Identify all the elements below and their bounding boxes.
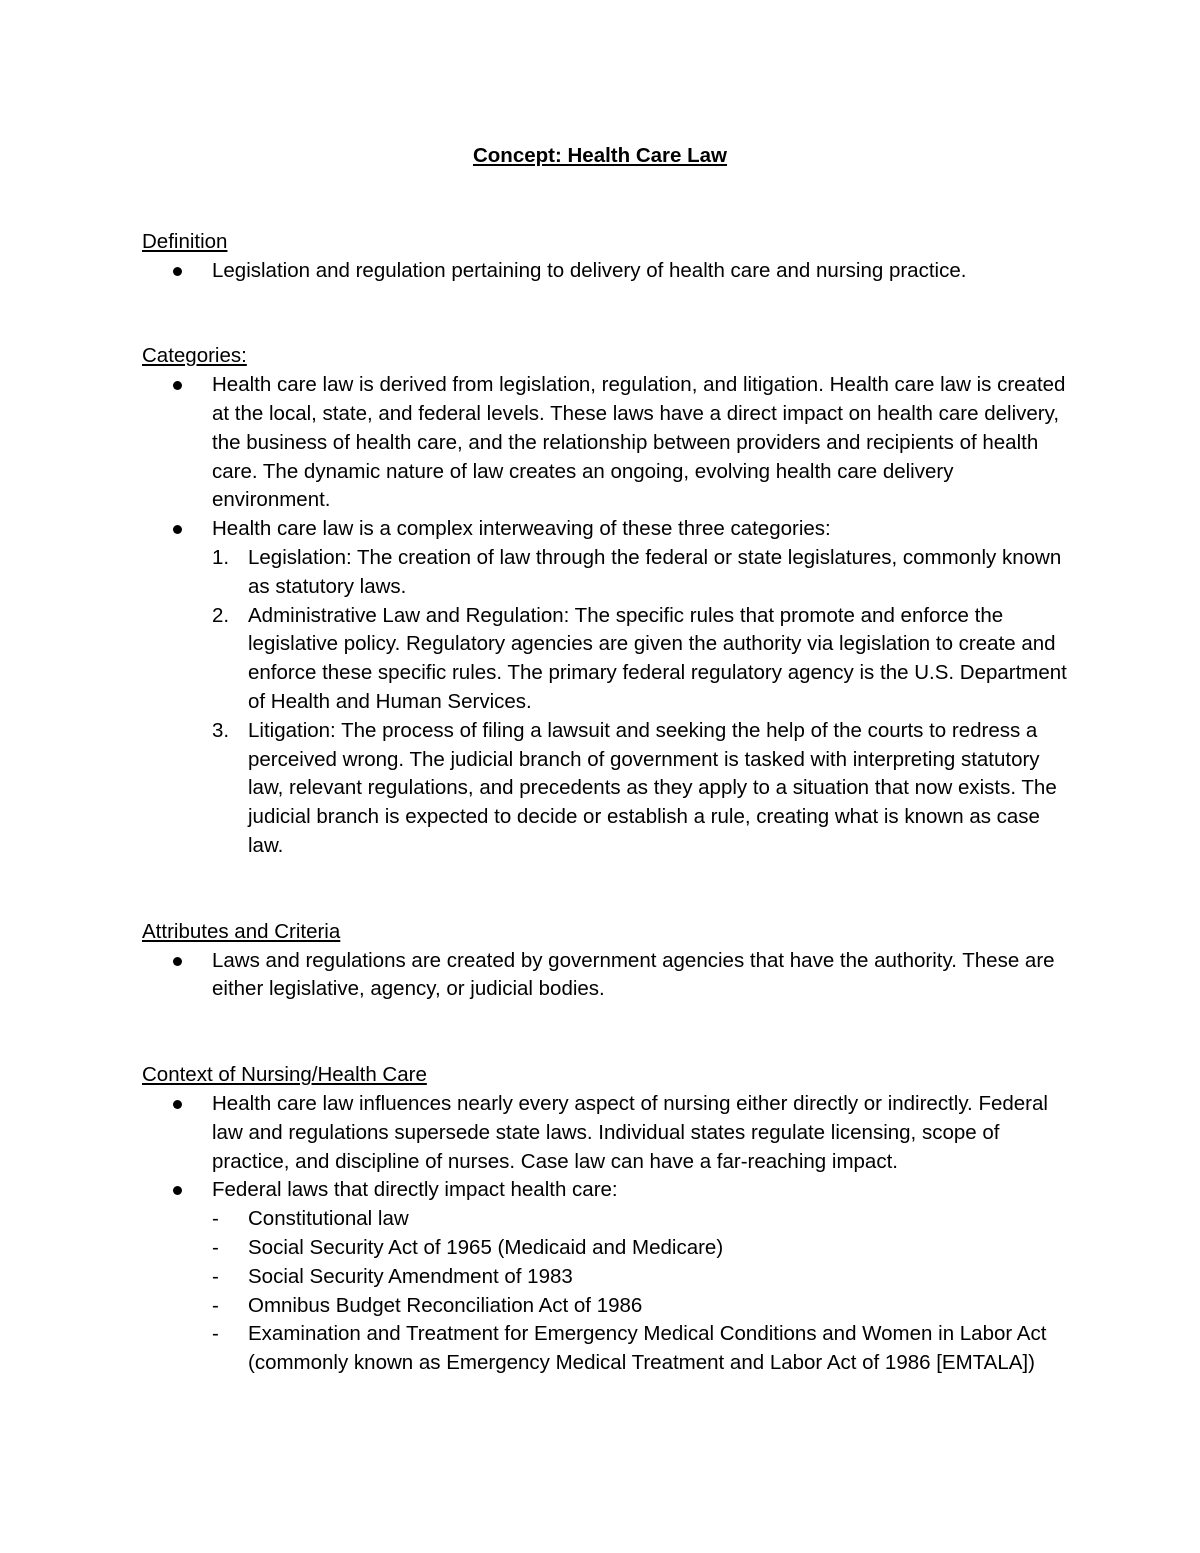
numbered-item <box>212 717 1072 861</box>
list-item <box>142 371 1072 515</box>
attributes-list <box>142 947 1072 1005</box>
dash-item <box>212 1263 1072 1292</box>
dash-item <box>212 1234 1072 1263</box>
list-item <box>142 257 1072 286</box>
numbered-item-text: Litigation: The process of filing a lawsuit and seeking the help of the courts to redress a perceived wrong. The judicial branch of government is tasked with interpreting statutory law, relevant regulations, and precedents as they apply to a situation that now exists. The judicial branch is expected to decide or establish a rule, creating what is known as case law. <box>248 718 1057 857</box>
bullet-icon <box>173 525 182 534</box>
categories-section <box>142 342 1072 860</box>
dash-marker: - <box>212 1235 219 1259</box>
number-marker: 1. <box>212 545 230 569</box>
numbered-item-text: Legislation: The creation of law through the federal or state legislatures, commonly known as statutory laws. <box>248 545 1062 598</box>
dash-item-text: Social Security Amendment of 1983 <box>248 1264 573 1288</box>
attributes-heading: Attributes and Criteria <box>142 919 341 943</box>
dash-item <box>212 1292 1072 1321</box>
dash-marker: - <box>212 1207 219 1231</box>
dash-marker: - <box>212 1322 219 1346</box>
list-item-text: Legislation and regulation pertaining to delivery of health care and nursing practice. <box>212 258 967 282</box>
dash-item-text: Omnibus Budget Reconciliation Act of 1986 <box>248 1293 643 1317</box>
list-item <box>142 1090 1072 1176</box>
list-item-text: Laws and regulations are created by government agencies that have the authority. These are either legislative, agency, or judicial bodies. <box>212 948 1055 1001</box>
dash-item-text: Examination and Treatment for Emergency Medical Conditions and Women in Labor Act (commonly known as Emergency Medical Treatment and Labor Act of 1986 [EMTALA]) <box>248 1322 1047 1375</box>
dash-item-text: Social Security Act of 1965 (Medicaid and Medicare) <box>248 1235 724 1259</box>
bullet-icon <box>173 1186 182 1195</box>
bullet-icon <box>173 1100 182 1109</box>
dash-marker: - <box>212 1264 219 1288</box>
bullet-icon <box>173 267 182 276</box>
list-item-text: Health care law is a complex interweaving of these three categories: <box>212 517 831 541</box>
bullet-icon <box>173 957 182 966</box>
bullet-icon <box>173 381 182 390</box>
list-item-text: Health care law is derived from legislation, regulation, and litigation. Health care law is created at the local, state, and federal levels. These laws have a direct impact on health care delivery, the business of health care, and the relationship between providers and recipients of health care. The dynamic nature of law creates an ongoing, evolving health care delivery environment. <box>212 373 1066 512</box>
dash-marker: - <box>212 1293 219 1317</box>
federal-laws-list <box>212 1205 1072 1378</box>
numbered-item-text: Administrative Law and Regulation: The specific rules that promote and enforce the legislative policy. Regulatory agencies are given the authority via legislation to create and enforce these specific rules. The primary federal regulatory agency is the U.S. Department of Health and Human Services. <box>248 603 1067 713</box>
number-marker: 2. <box>212 603 230 627</box>
page-title: Concept: Health Care Law <box>472 144 728 167</box>
numbered-item <box>212 602 1072 717</box>
list-item <box>142 1176 1072 1378</box>
categories-numbered-list <box>212 544 1072 861</box>
attributes-section <box>142 918 1072 1004</box>
categories-list <box>142 371 1072 861</box>
categories-heading: Categories: <box>142 344 247 368</box>
dash-item-text: Constitutional law <box>248 1207 409 1231</box>
definition-list <box>142 257 1072 286</box>
list-item <box>142 515 1072 861</box>
number-marker: 3. <box>212 718 230 742</box>
definition-section <box>142 228 1072 286</box>
numbered-item <box>212 544 1072 602</box>
dash-item <box>212 1320 1072 1378</box>
list-item <box>142 947 1072 1005</box>
context-list <box>142 1090 1072 1378</box>
dash-item <box>212 1205 1072 1234</box>
document-body <box>142 142 1072 1378</box>
context-heading: Context of Nursing/Health Care <box>142 1063 427 1087</box>
list-item-text: Federal laws that directly impact health care: <box>212 1178 618 1202</box>
definition-heading: Definition <box>142 229 228 253</box>
list-item-text: Health care law influences nearly every aspect of nursing either directly or indirectly. Federal law and regulations supersede state laws. Individual states regulate licensing, scope of practice, and discipline of nurses. Case law can have a far-reaching impact. <box>212 1091 1048 1173</box>
context-section <box>142 1061 1072 1378</box>
